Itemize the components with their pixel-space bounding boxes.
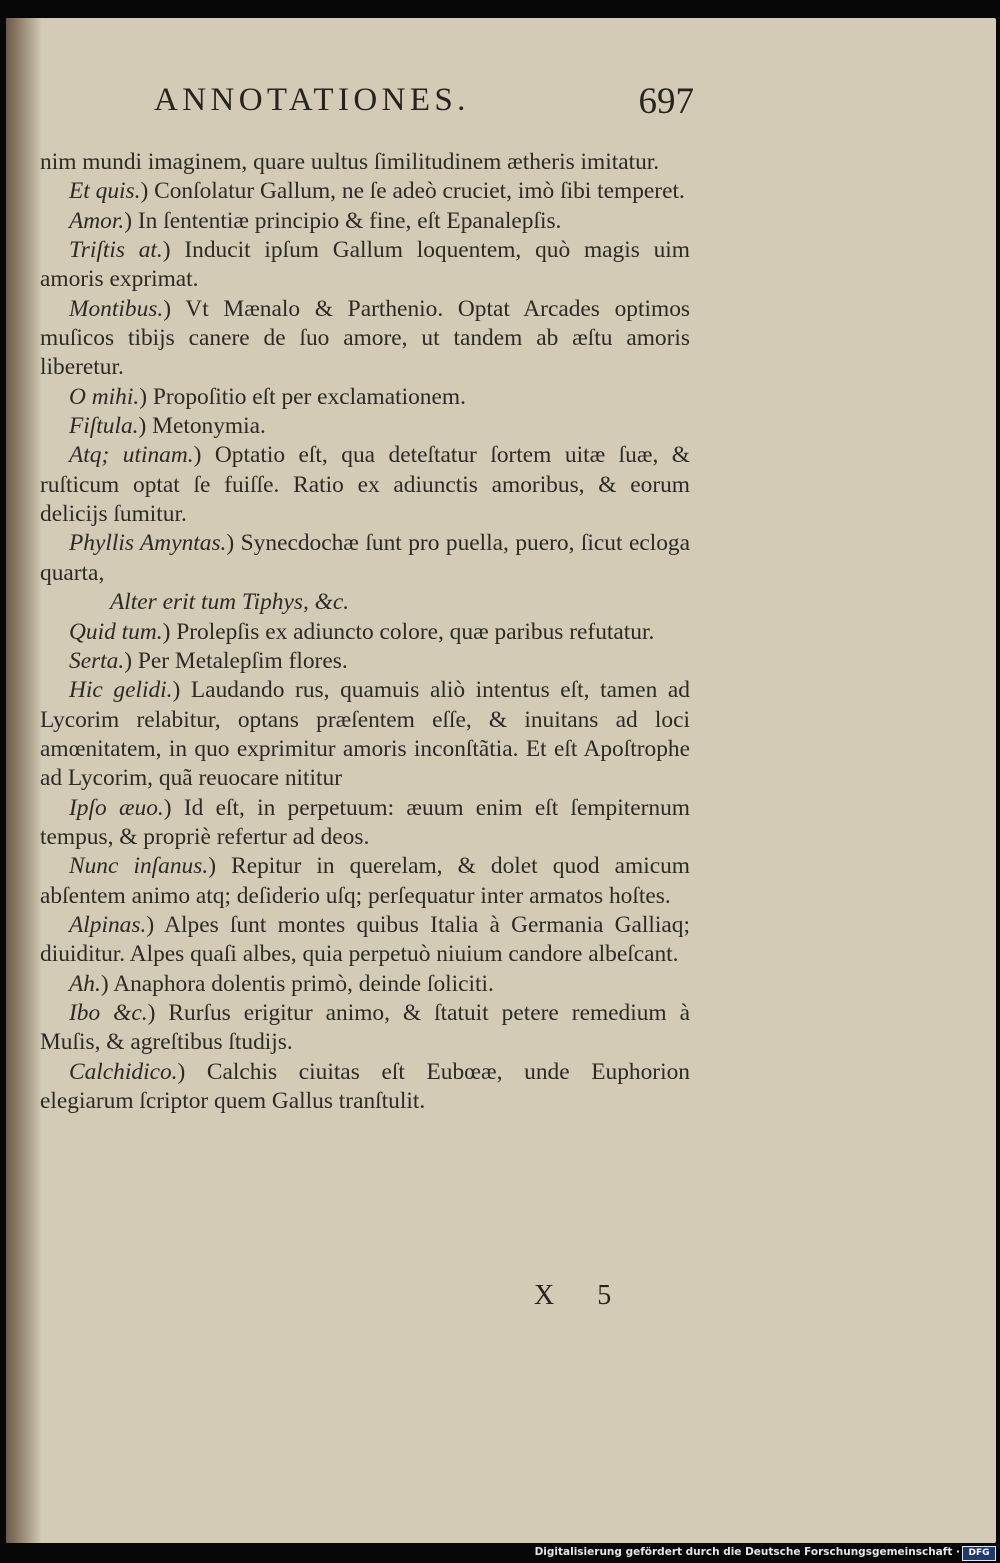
annotation-entry xyxy=(40,676,690,793)
lemma: Ipſo æuo. xyxy=(69,794,164,821)
annotation-body: ) Id eſt, in perpetuum: æuum enim eſt ſempiternum tempus, & propriè refertur ad deos. xyxy=(40,794,690,850)
annotation-entry xyxy=(40,1058,690,1117)
lemma: Triſtis at. xyxy=(69,237,163,264)
lemma: Amor. xyxy=(69,207,125,234)
lemma: Atq; utinam. xyxy=(69,442,194,469)
annotation-entry xyxy=(40,529,690,588)
annotation-entry xyxy=(40,236,690,295)
annotation-body: ) Propoſitio eſt per exclamationem. xyxy=(139,383,466,410)
lemma: Nunc inſanus. xyxy=(69,853,209,880)
annotation-body: ) Rurſus erigitur animo, & ſtatuit petere remedium à Muſis, & agreſtibus ſtudijs. xyxy=(40,999,691,1056)
page-gutter xyxy=(6,18,42,1543)
annotation-entry xyxy=(40,618,690,647)
page-background xyxy=(0,18,1000,1543)
annotation-entry xyxy=(40,911,690,970)
book-page xyxy=(6,18,996,1543)
lemma: Et quis. xyxy=(69,178,141,205)
funding-credit: Digitalisierung gefördert durch die Deutsche Forschungsgemeinschaft · xyxy=(534,1546,960,1558)
annotation-body: ) Inducit ipſum Gallum loquentem, quò magis uim amoris exprimat. xyxy=(40,237,690,293)
lemma: Fiſtula. xyxy=(69,413,139,440)
annotation-body: ) Repitur in querelam, & dolet quod amicum abſentem animo atq; deſiderio uſq; perſequatur inter armatos hoſtes. xyxy=(40,853,690,909)
annotation-body: ) Conſolatur Gallum, ne ſe adeò cruciet, imò ſibi temperet. xyxy=(140,178,685,205)
lemma: Ibo &c. xyxy=(69,999,148,1026)
annotation-body: ) Prolepſis ex adiuncto colore, quæ paribus refutatur. xyxy=(162,618,655,645)
lemma: Alpinas. xyxy=(69,911,147,938)
annotation-body: ) Metonymia. xyxy=(138,413,266,440)
annotation-entry xyxy=(40,207,690,236)
annotation-body: ) Laudando rus, quamuis aliò intentus eſt, tamen ad Lycorim relabitur, optans præſentem eſſe, & inuitans ad loci amœnitatem, in quo exprimitur amoris inconſtãtia. Et eſt Apoſtrophe ad Lycorim, quã reuocare nititur xyxy=(40,677,690,792)
lemma: Ah. xyxy=(69,970,101,997)
annotation-entry xyxy=(40,295,690,383)
annotation-entry xyxy=(40,647,690,676)
signature-mark: X 5 xyxy=(534,1280,630,1311)
annotation-entry xyxy=(40,970,690,999)
annotation-body: ) Optatio eſt, qua deteſtatur ſortem uitæ ſuæ, & ruſticum optat ſe fuiſſe. Ratio ex adiunctis amoribus, & eorum delicijs ſumitur. xyxy=(40,442,690,528)
annotation-body: nim mundi imaginem, quare uultus ſimilitudinem ætheris imitatur. xyxy=(40,149,660,175)
annotation-body: ) Per Metalepſim flores. xyxy=(124,647,348,674)
annotation-entry xyxy=(40,412,690,441)
lemma: Calchidico. xyxy=(69,1058,178,1085)
lemma: Serta. xyxy=(69,647,125,674)
lemma: O mihi. xyxy=(69,383,140,410)
annotation-entry xyxy=(40,999,690,1058)
annotation-entry xyxy=(40,177,690,206)
quotation-line xyxy=(40,588,690,617)
annotation-body: ) Anaphora dolentis primò, deinde ſoliciti. xyxy=(100,970,494,997)
page-number: 697 xyxy=(638,81,694,122)
annotation-entry xyxy=(40,148,690,177)
lemma: Quid tum. xyxy=(69,618,163,645)
running-title: ANNOTATIONES. xyxy=(154,82,470,118)
annotation-entry xyxy=(40,441,690,529)
annotation-entry xyxy=(40,383,690,412)
lemma: Hic gelidi. xyxy=(69,677,173,704)
page-header xyxy=(154,82,694,130)
annotation-body: ) In ſententiæ principio & fine, eſt Epanalepſis. xyxy=(124,207,562,234)
annotation-text xyxy=(40,148,690,1116)
annotation-entry xyxy=(40,794,690,853)
annotation-body: ) Alpes ſunt montes quibus Italia à Germania Galliaq; diuiditur. Alpes quaſi albes, quia perpetuò niuium candore albeſcant. xyxy=(40,911,690,968)
lemma: Montibus. xyxy=(69,295,164,322)
dfg-logo: DFG xyxy=(962,1546,996,1561)
annotation-body: ) Synecdochæ ſunt pro puella, puero, ſicut ecloga quarta, xyxy=(40,530,690,586)
annotation-body: ) Calchis ciuitas eſt Eubœæ, unde Euphorion elegiarum ſcriptor quem Gallus tranſtulit. xyxy=(40,1058,690,1114)
annotation-entry xyxy=(40,852,690,911)
lemma: Phyllis Amyntas. xyxy=(69,530,227,557)
annotation-body: Alter erit tum Tiphys, &c. xyxy=(110,589,350,616)
annotation-body: ) Vt Mænalo & Parthenio. Optat Arcades optimos muſicos tibijs canere de ſuo amore, ut tandem ab æſtu amoris liberetur. xyxy=(40,295,690,381)
